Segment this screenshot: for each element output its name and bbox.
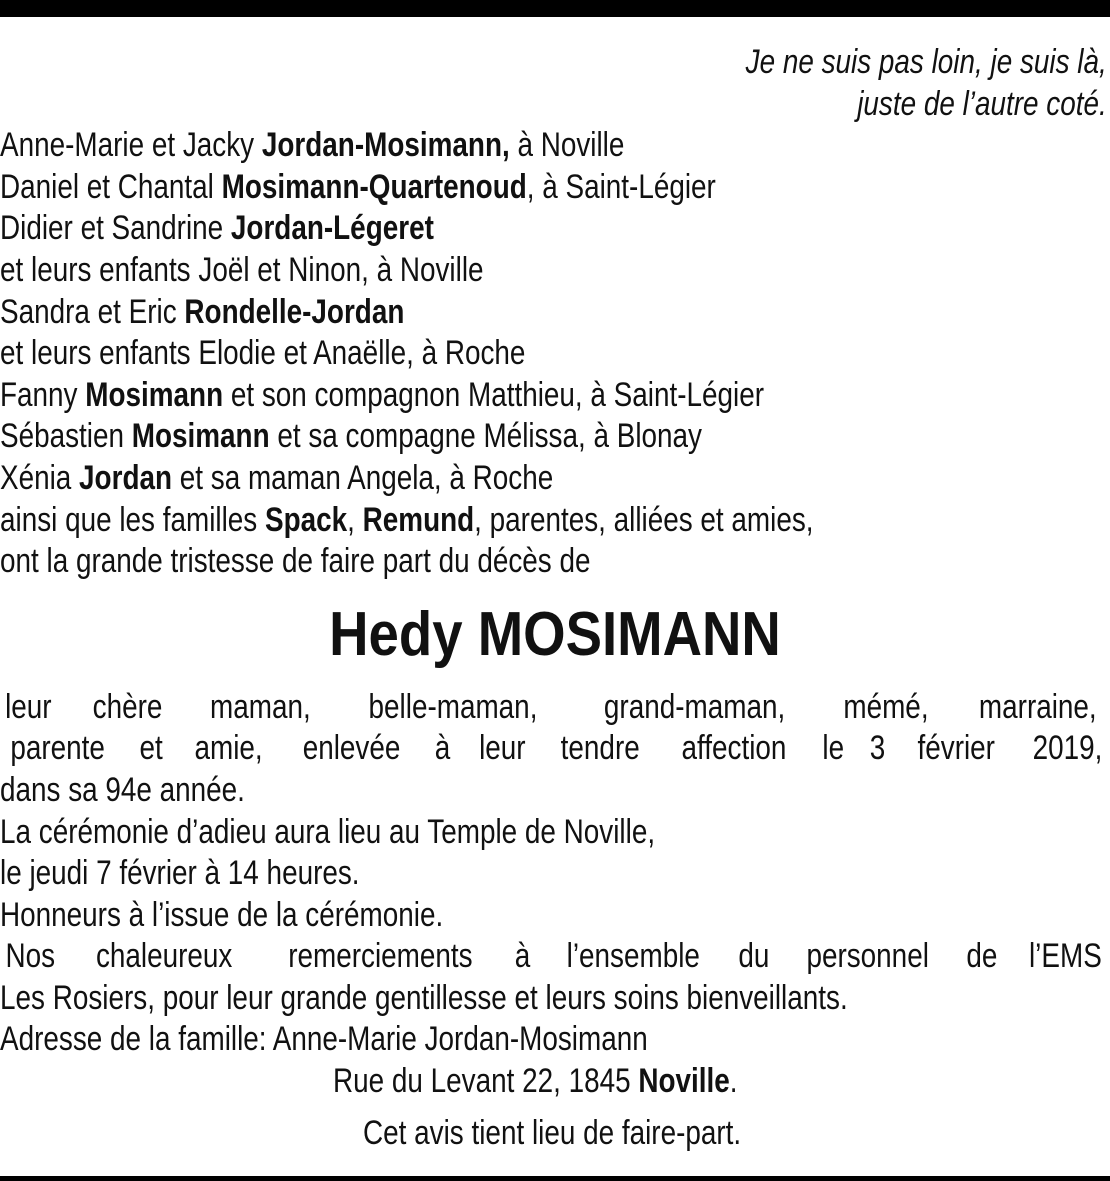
ceremony-line-1: La cérémonie d’adieu aura lieu au Temple de Noville, [0,812,656,851]
family-line: Sandra et Eric Rondelle-Jordan [0,292,405,331]
family-line: Daniel et Chantal Mosimann-Quartenoud, à Saint-Légier [0,167,716,206]
tribute-line-2: parente et amie, enlevée à leur tendre affection le 3 février 2019, [10,729,1103,768]
family-line: Didier et Sandrine Jordan-Légeret [0,209,434,248]
family-line: et leurs enfants Joël et Ninon, à Noville [0,250,484,289]
thanks-line-2: Les Rosiers, pour leur grande gentillesse et leurs soins bienveillants. [0,978,848,1017]
ceremony-line-3: Honneurs à l’issue de la cérémonie. [0,895,444,934]
address-line-2: Rue du Levant 22, 1845 Noville. [333,1062,738,1101]
family-line: et leurs enfants Elodie et Anaëlle, à Roche [0,334,526,373]
address-line-1: Adresse de la famille: Anne-Marie Jordan-Mosimann [0,1020,648,1059]
tribute-line-3: dans sa 94e année. [0,770,245,809]
family-line: Fanny Mosimann et son compagnon Matthieu, à Saint-Légier [0,375,765,414]
family-list [0,125,1110,583]
family-line: Sébastien Mosimann et sa compagne Mélissa, à Blonay [0,417,702,456]
announce-line: ont la grande tristesse de faire part du décès de [0,542,591,581]
families-line: ainsi que les familles Spack, Remund, parentes, alliées et amies, [0,500,814,539]
top-rule [0,0,1110,17]
ceremony-line-2: le jeudi 7 février à 14 heures. [0,854,360,893]
deceased-name: Hedy MOSIMANN [329,599,781,669]
family-line: Xénia Jordan et sa maman Angela, à Roche [0,458,554,497]
epigraph-line-2: juste de l’autre coté. [857,84,1107,123]
family-line: Anne-Marie et Jacky Jordan-Mosimann, à Noville [0,126,625,165]
thanks-line-1: Nos chaleureux remerciements à l’ensemble du personnel de l’EMS [5,937,1102,976]
epigraph-line-1: Je ne suis pas loin, je suis là, [745,43,1107,81]
tribute-line-1: leur chère maman, belle-maman, grand-maman, mémé, marraine, [5,687,1098,726]
bottom-rule [0,1176,1110,1181]
closing-line: Cet avis tient lieu de faire-part. [363,1113,742,1152]
obituary-notice [0,42,1110,1154]
